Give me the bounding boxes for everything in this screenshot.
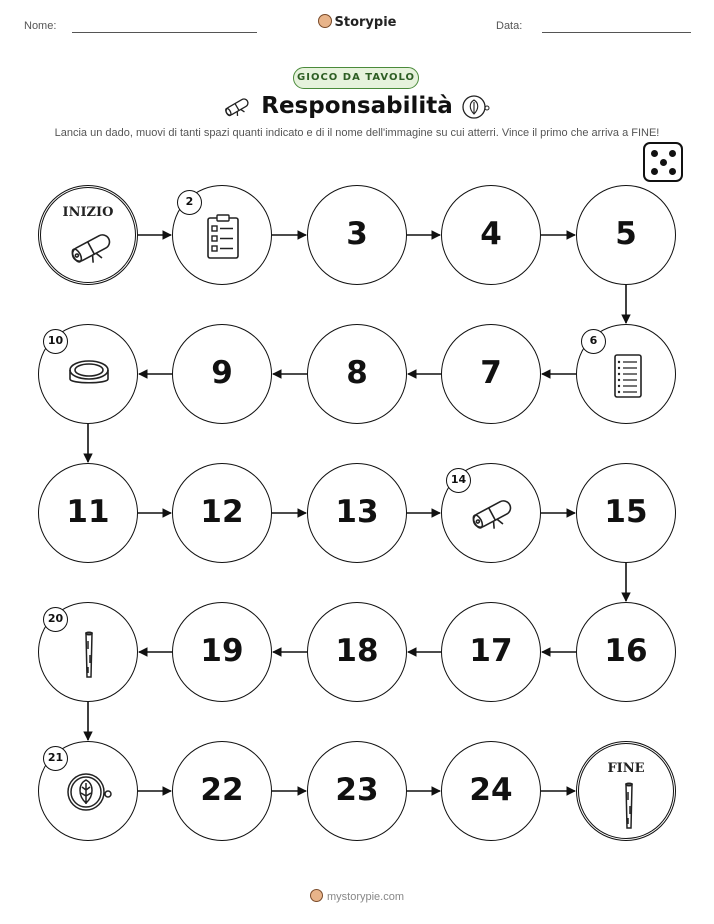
board-space-24 [441,741,541,841]
space-number: 7 [480,355,502,391]
board-space-11 [38,463,138,563]
end-label: FINE [607,761,645,776]
board-space-25 [576,741,676,841]
leaf-coin-icon [64,770,114,814]
space-number-badge: 6 [581,329,606,354]
board-space-4 [441,185,541,285]
footer-url: mystorypie.com [326,891,405,903]
category-tag: GIOCO DA TAVOLO [293,67,419,89]
stick-icon [604,782,654,830]
space-number: 13 [335,494,379,530]
brand-name: Storypie [334,15,397,30]
space-number: 11 [66,494,110,530]
start-label: INIZIO [62,205,114,220]
space-number: 5 [615,216,637,252]
stick-icon [64,631,114,679]
board-space-3 [307,185,407,285]
space-number: 19 [200,633,244,669]
clipboard-icon [198,214,248,262]
space-number: 12 [200,494,244,530]
board-space-5 [576,185,676,285]
board-space-17 [441,602,541,702]
board-space-7 [441,324,541,424]
space-number-badge: 21 [43,746,68,771]
space-number: 17 [469,633,513,669]
space-number: 24 [469,772,513,808]
board-space-13 [307,463,407,563]
board-space-19 [172,602,272,702]
space-number: 23 [335,772,379,808]
board-space-22 [172,741,272,841]
board-space-16 [576,602,676,702]
board-space-1 [38,185,138,285]
board-space-8 [307,324,407,424]
space-number-badge: 14 [446,468,471,493]
space-number: 22 [200,772,244,808]
space-number-badge: 10 [43,329,68,354]
space-number: 8 [346,355,368,391]
board-space-9 [172,324,272,424]
instructions: Lancia un dado, muovi di tanti spazi quanti indicato e di il nome dell'immagine su cui atterri. Vince il primo che arriva a FINE! [54,127,660,139]
name-label: Nome: [24,20,57,32]
board-space-18 [307,602,407,702]
space-number-badge: 2 [177,190,202,215]
list-icon [602,353,652,401]
footer [0,889,714,903]
date-label: Data: [496,20,523,32]
space-number: 18 [335,633,379,669]
scroll-icon [467,492,517,536]
page-title: Responsabilità [261,93,453,119]
space-number: 9 [211,355,233,391]
space-number: 15 [604,494,648,530]
space-number: 16 [604,633,648,669]
board-space-15 [576,463,676,563]
coin-icon [64,353,114,397]
scroll-icon [66,226,116,270]
board-space-23 [307,741,407,841]
space-number-badge: 20 [43,607,68,632]
space-number: 4 [480,216,502,252]
space-number: 3 [346,216,368,252]
board-space-12 [172,463,272,563]
bear-icon [310,889,323,902]
